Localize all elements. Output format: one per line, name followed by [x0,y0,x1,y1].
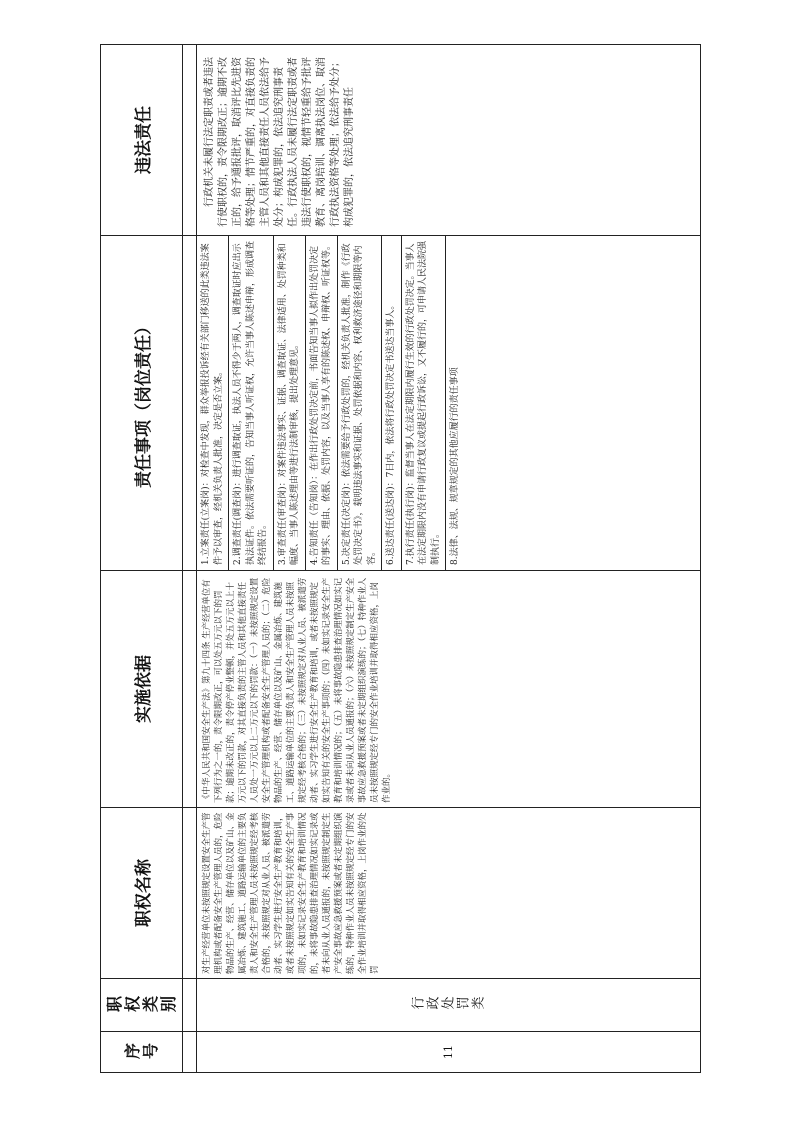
responsibility-item: 5.决定责任(决定岗)：依法需要给予行政处罚的，经机关负责人批准，制作《行政处罚决定书》，载明违法事实和证据、处罚依据和内容、权利救济途径和期限等内容。 [338,236,383,570]
responsibility-item: 4.告知责任（告知岗）：在作出行政处罚决定前，书面告知当事人拟作出处罚决定的事实、理由、依据、处罚内容，以及当事人享有的陈述权、申辩权、听证权等。 [306,236,338,570]
responsibility-item: 2.调查责任(调查岗)：进行调查取证，执法人员不得少于两人，调查取证时应出示执法证件。依法需要听证的，告知当事人听证权，允许当事人陈述申辩，形成调查终结报告。 [229,236,274,570]
responsibility-item: 1.立案责任(立案岗)：对检查中发现，群众举报投诉经有关部门移送的此类违法案件予以审查，经机关负责人批准，决定是否立案。 [197,236,229,570]
header-responsibility: 责任事项（岗位责任） [101,236,183,571]
responsibility-item: 8.法律、法规、规章规定的其他应履行的责任事项 [450,367,460,565]
name-cell: 对生产经营单位未按照规定设置安全生产管理机构或者配备安全生产管理人员的，危险物品的生产、经营、储存单位以及矿山、金属冶炼、建筑施工、道路运输单位的主要负责人和安全生产管理人员未按照规定经考核合格的，未按照规定对从业人员、被派遣劳动者、实习学生进行安全生产教育和培训，或者未按照规定如实告知有关的安全生产事项的，未如实记录安全生产教育和培训情况的，未将事故隐患排查治理情况如实记录或者未向从业人员通报的，未按照规定制定生产安全事故应急救援预案或者未定期组织演练的，特种作业人员未按照规定经专门的安全作业培训并取得相应资格，上岗作业的处罚 [197,808,701,979]
table-row [197,45,701,1073]
header-name: 职权名称 [101,808,183,979]
violation-cell: 行政机关未履行法定职责或者违法行使职权的，责令限期改正；逾期不改正的，给予通报批评，取消评比先进资格等处理；情节严重的，对直接负责的主管人员和其他直接责任人员依法给予处分；构成犯罪的，依法追究刑事责任。行政执法人员未履行法定职责或者违法行使职权的，视情节轻重给予批评教育、离岗培训、调离执法岗位、取消行政执法资格等处理；依法给予处分；构成犯罪的，依法追究刑事责任 [197,45,701,236]
responsibility-table [100,44,701,1073]
responsibility-item: 3.审查责任(审查岗)：对案件违法事实、证据、调查取证、法律适用、处罚种类和幅度、当事人陈述理由等进行法制审核，提出处理意见。 [274,236,306,570]
responsibility-item: 6.送达责任(送达岗)：7日内，依法将行政处罚决定书送达当事人。 [382,236,402,570]
category-value: 行政处罚类 [411,997,486,1013]
header-basis: 实施依据 [101,571,183,808]
table-row-spacer [183,45,197,1073]
seq-value: 11 [442,1045,455,1059]
header-seq-label: 序号 [123,1042,160,1062]
responsibility-item: 7.执行责任(执行岗)：监督当事人在法定期限内履行生效的行政处罚决定。当事人在法定期限内没有申请行政复议或提起行政诉讼，又不履行的，可申请人民法院强制执行。 [402,236,447,570]
basis-cell: 《中华人民共和国安全生产法》第九十四条 生产经营单位有下列行为之一的，责令限期改正，可以处五万元以下的罚款；逾期未改正的，责令停产停业整顿，并处五万元以上十万元以下的罚款，对其直接负责的主管人员和其他直接责任人员处一万元以上二万元以下的罚款：（一）未按照规定设置安全生产管理机构或者配备安全生产管理人员的；（二）危险物品的生产、经营、储存单位以及矿山、金属冶炼、建筑施工、道路运输单位的主要负责人和安全生产管理人员未按照规定经考核合格的；（三）未按照规定对从业人员、被派遣劳动者、实习学生进行安全生产教育和培训，或者未按照规定如实告知有关的安全生产事项的；（四）未如实记录安全生产教育和培训情况的；（五）未将事故隐患排查治理情况如实记录或者未向从业人员通报的；（六）未按照规定制定生产安全事故应急救援预案或者未定期组织演练的；（七）特种作业人员未按照规定经专门的安全作业培训并取得相应资格，上岗作业的。 [197,571,701,808]
category-cell [197,979,701,1032]
header-violation: 违法责任 [101,45,183,236]
header-category [101,979,183,1032]
responsibility-cell [197,236,701,571]
header-category-label: 职权类别 [105,995,178,1015]
seq-cell [197,1032,701,1073]
header-seq [101,1032,183,1073]
